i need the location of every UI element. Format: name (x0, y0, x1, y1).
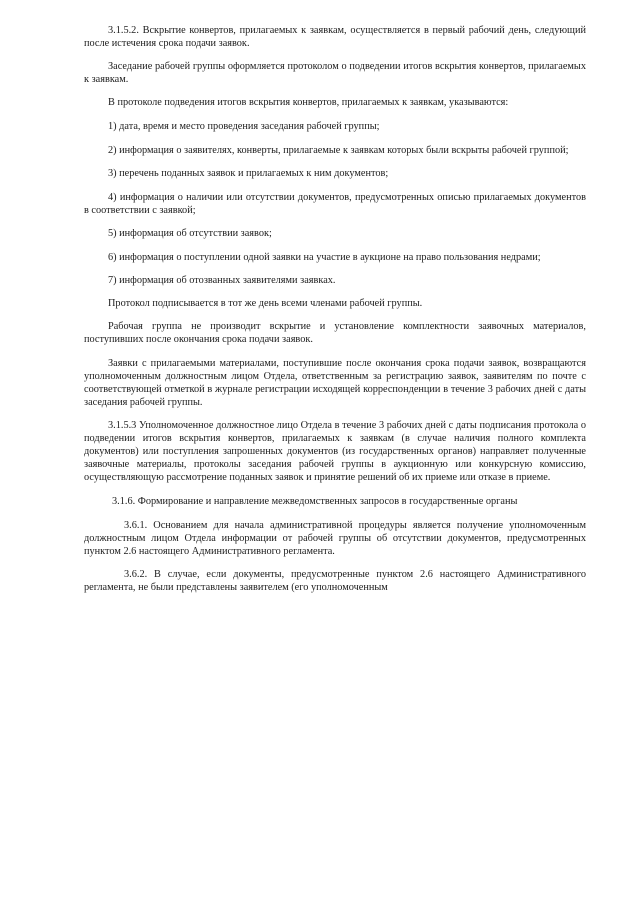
document-body (84, 24, 586, 594)
list-item-6: 6) информация о поступлении одной заявки на участие в аукционе на право пользования недрами; (108, 252, 541, 263)
section-heading-3-1-6: 3.1.6. Формирование и направление межведомственных запросов в государственные органы (112, 496, 518, 507)
list-item-1: 1) дата, время и место проведения заседания рабочей группы; (108, 121, 380, 132)
paragraph-protocol-formation: Заседание рабочей группы оформляется протоколом о подведении итогов вскрытия конвертов, прилагаемых к заявкам. (84, 61, 586, 85)
paragraph-late-materials: Рабочая группа не производит вскрытие и установление комплектности заявочных материалов, поступивших после окончания срока подачи заявок. (84, 321, 586, 345)
paragraph-3-6-2: 3.6.2. В случае, если документы, предусмотренные пунктом 2.6 настоящего Административного регламента, не были представлены заявителем (его уполномоченным (84, 569, 586, 593)
paragraph-3-6-1: 3.6.1. Основанием для начала административной процедуры является получение уполномоченным должностным лицом Отдела информации от рабочей группы об отсутствии документов, предусмотренных пунктом 2.6 настоящего Административного регламента. (84, 520, 586, 557)
list-item-3: 3) перечень поданных заявок и прилагаемых к ним документов; (108, 168, 389, 179)
list-item-7: 7) информация об отозванных заявителями заявках. (108, 275, 336, 286)
list-item-2: 2) информация о заявителях, конверты, прилагаемые к заявкам которых были вскрыты рабочей группой; (108, 145, 569, 156)
paragraph-late-applications-return: Заявки с прилагаемыми материалами, поступившие после окончания срока подачи заявок, возвращаются уполномоченным должностным лицом Отдела, ответственным за регистрацию заявок, заявителям по почте с соответствующей отметкой в журнале регистрации исходящей корреспонденции в течение 3 рабочих дней с даты заседания рабочей группы. (84, 358, 586, 408)
list-item-5: 5) информация об отсутствии заявок; (108, 228, 272, 239)
paragraph-protocol-signing: Протокол подписывается в тот же день всеми членами рабочей группы. (108, 298, 423, 309)
paragraph-3-1-5-2: 3.1.5.2. Вскрытие конвертов, прилагаемых к заявкам, осуществляется в первый рабочий день, следующий после истечения срока подачи заявок. (84, 25, 586, 49)
paragraph-protocol-contents-intro: В протоколе подведения итогов вскрытия конвертов, прилагаемых к заявкам, указываются: (108, 97, 509, 108)
paragraph-3-1-5-3: 3.1.5.3 Уполномоченное должностное лицо Отдела в течение 3 рабочих дней с даты подписания протокола о подведении итогов вскрытия конвертов, прилагаемых к заявкам (в случае наличия полного комплекта документов) или поступления запрошенных документов (из государственных органов) направляет полученные заявочные материалы, протоколы заседания рабочей группы в аукционную или конкурсную комиссию, осуществляющую рассмотрение поданных заявок и принятие решений об их приеме или отказе в приеме. (84, 420, 586, 483)
list-item-4: 4) информация о наличии или отсутствии документов, предусмотренных описью прилагаемых документов в соответствии с заявкой; (84, 192, 586, 216)
